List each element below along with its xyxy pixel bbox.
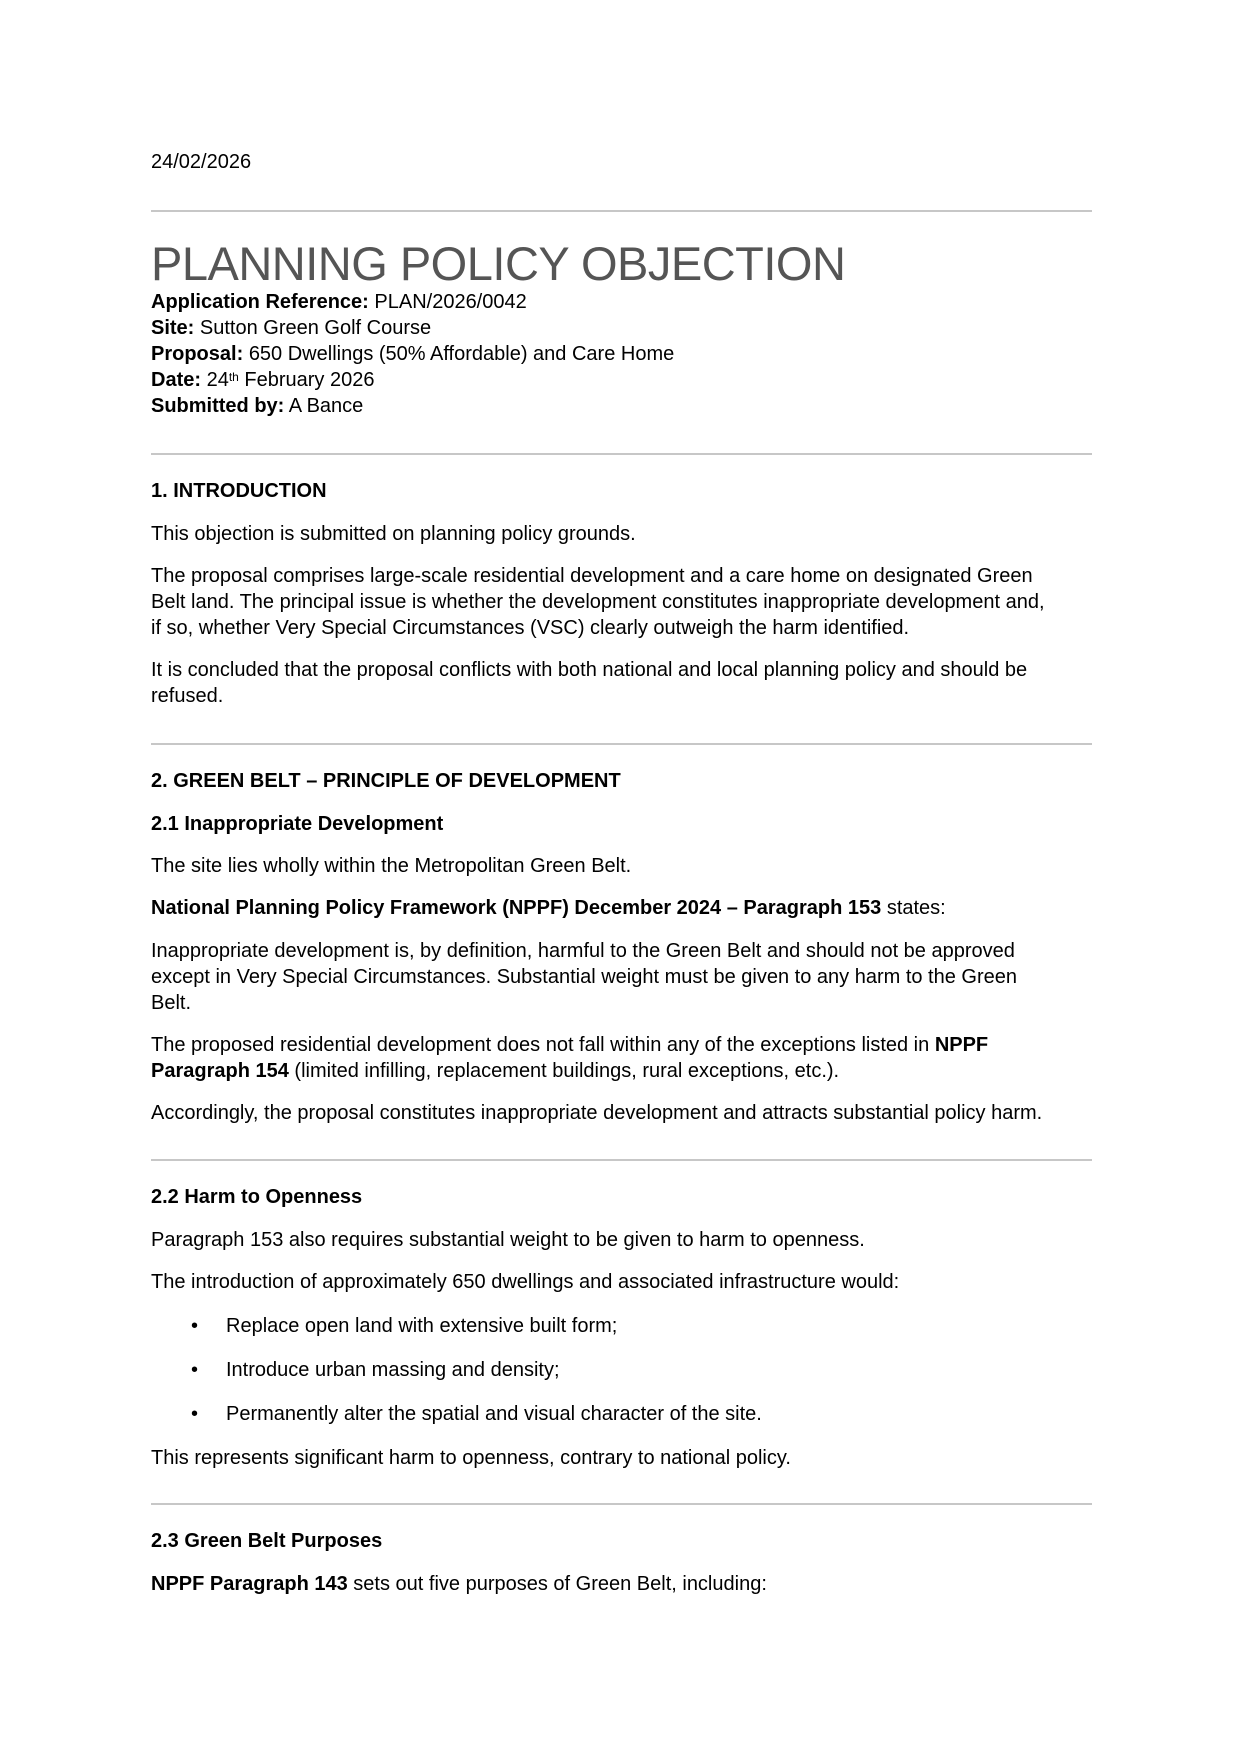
reference-label: Application Reference:	[151, 291, 369, 313]
date-rest: February 2026	[244, 369, 375, 391]
paragraph	[151, 1032, 1092, 1084]
bullet-marker: •	[191, 1359, 199, 1381]
list-item: Replace open land with extensive built form;	[226, 1315, 618, 1337]
paragraph-text: (limited infilling, replacement buildings, rural exceptions, etc.).	[288, 1060, 840, 1082]
policy-reference: Paragraph 154	[151, 1060, 289, 1082]
paragraph: Accordingly, the proposal constitutes inappropriate development and attracts substantial policy harm.	[151, 1102, 1043, 1124]
document-title: PLANNING POLICY OBJECTION	[151, 237, 846, 290]
date-ordinal-suffix: th	[228, 370, 239, 384]
section-heading: 2. GREEN BELT – PRINCIPLE OF DEVELOPMENT	[151, 770, 621, 792]
paragraph-text: states:	[881, 897, 946, 919]
divider	[151, 1159, 1092, 1161]
bullet-marker: •	[191, 1315, 199, 1337]
paragraph: The site lies wholly within the Metropolitan Green Belt.	[151, 855, 632, 877]
list-item: Permanently alter the spatial and visual character of the site.	[226, 1403, 762, 1425]
policy-reference: NPPF Paragraph 143	[151, 1573, 348, 1595]
submission-date	[151, 367, 674, 393]
site-label: Site:	[151, 317, 195, 339]
site	[151, 315, 674, 341]
application-reference	[151, 289, 674, 315]
paragraph	[151, 1571, 1092, 1597]
paragraph	[151, 938, 1092, 1016]
paragraph-line: Belt land. The principal issue is whether the development constitutes inappropriate development and,	[151, 591, 1045, 613]
document-date: 24/02/2026	[151, 151, 252, 173]
policy-reference: NPPF	[934, 1034, 989, 1056]
paragraph: This objection is submitted on planning policy grounds.	[151, 523, 636, 545]
submitted-by	[151, 393, 674, 419]
paragraph: Paragraph 153 also requires substantial weight to be given to harm to openness.	[151, 1229, 865, 1251]
paragraph	[151, 563, 1092, 641]
paragraph	[151, 657, 1092, 709]
paragraph-line	[151, 1032, 1092, 1058]
paragraph-line: refused.	[151, 685, 224, 707]
subsection-heading: 2.1 Inappropriate Development	[151, 813, 444, 835]
divider	[151, 1503, 1092, 1505]
proposal-label: Proposal:	[151, 343, 244, 365]
proposal	[151, 341, 674, 367]
paragraph	[151, 895, 1092, 921]
subsection-heading: 2.2 Harm to Openness	[151, 1186, 363, 1208]
paragraph-line	[151, 1058, 1092, 1084]
divider	[151, 210, 1092, 212]
list-item: Introduce urban massing and density;	[226, 1359, 560, 1381]
paragraph-line: The proposal comprises large-scale residential development and a care home on designated Green	[151, 565, 1033, 587]
divider	[151, 743, 1092, 745]
paragraph-text: The proposed residential development does not fall within any of the exceptions listed in	[151, 1034, 935, 1056]
date-label: Date:	[151, 369, 202, 391]
reference-value: PLAN/2026/0042	[374, 291, 527, 313]
policy-reference: National Planning Policy Framework (NPPF) December 2024 – Paragraph 153	[151, 897, 882, 919]
paragraph-line: Belt.	[151, 992, 192, 1014]
proposal-value: 650 Dwellings (50% Affordable) and Care Home	[248, 343, 675, 365]
paragraph: This represents significant harm to openness, contrary to national policy.	[151, 1447, 791, 1469]
submitted-label: Submitted by:	[151, 395, 285, 417]
date-day: 24	[206, 369, 229, 391]
bullet-marker: •	[191, 1403, 199, 1425]
application-details	[151, 289, 674, 419]
paragraph-line: Inappropriate development is, by definition, harmful to the Green Belt and should not be approved	[151, 940, 1015, 962]
section-heading: 1. INTRODUCTION	[151, 480, 327, 502]
paragraph-line: It is concluded that the proposal conflicts with both national and local planning policy and should be	[151, 659, 1028, 681]
subsection-heading: 2.3 Green Belt Purposes	[151, 1530, 383, 1552]
divider	[151, 453, 1092, 455]
paragraph-text: sets out five purposes of Green Belt, including:	[347, 1573, 767, 1595]
submitted-value: A Bance	[288, 395, 364, 417]
paragraph-line: if so, whether Very Special Circumstances (VSC) clearly outweigh the harm identified.	[151, 617, 910, 639]
paragraph: The introduction of approximately 650 dwellings and associated infrastructure would:	[151, 1271, 900, 1293]
paragraph-line: except in Very Special Circumstances. Substantial weight must be given to any harm to the Green	[151, 966, 1017, 988]
site-value: Sutton Green Golf Course	[199, 317, 432, 339]
